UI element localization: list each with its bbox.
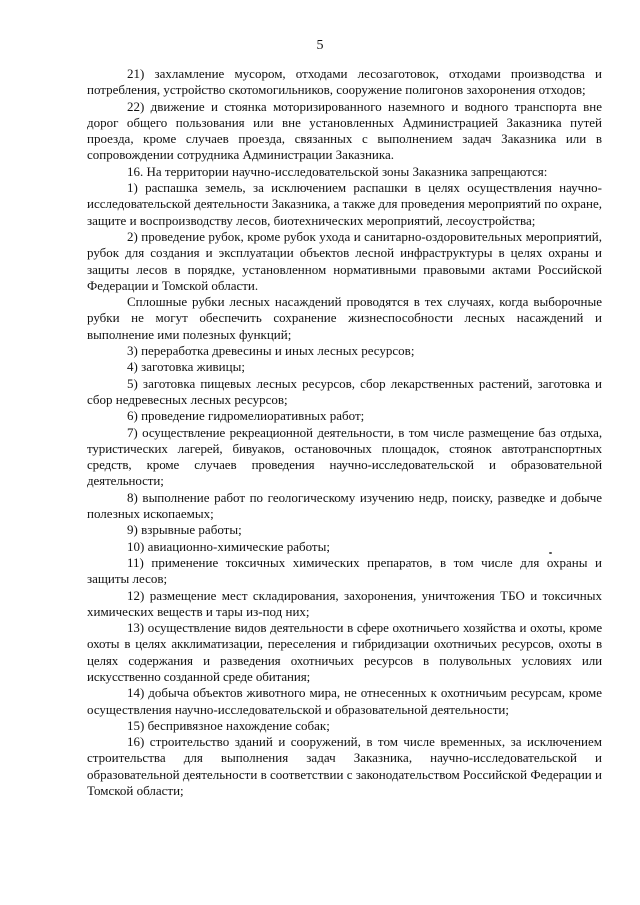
paragraph-item-8: 8) выполнение работ по геологическому изучению недр, поиску, разведке и добыче полезных ископаемых; [87, 489, 602, 522]
paragraph-item-16: 16) строительство зданий и сооружений, в том числе временных, за исключением строительства для выполнения задач Заказника, научно-исследовательской и образовательной деятельности в соответствии с законодательством Российской Федерации и Томской области; [87, 734, 602, 799]
paragraph-item-14: 14) добыча объектов животного мира, не отнесенных к охотничьим ресурсам, кроме осуществления научно-исследовательской и образовательной деятельности; [87, 685, 602, 717]
paragraph-item-13: 13) осуществление видов деятельности в сфере охотничьего хозяйства и охоты, кроме охоты в целях акклиматизации, переселения и гибридизации охотничьих ресурсов, охоты в целях содержания и разведения охотничьих ресурсов в полувольных условиях или искусственно созданной среде обитания; [87, 620, 602, 684]
scan-speck [549, 552, 552, 554]
paragraph-item-6: 6) проведение гидромелиоративных работ; [127, 408, 365, 424]
paragraph-item-4: 4) заготовка живицы; [127, 359, 245, 375]
paragraph-item-10: 10) авиационно-химические работы; [127, 538, 330, 554]
paragraph-item-15: 15) беспривязное нахождение собак; [127, 717, 330, 733]
paragraph-item-12: 12) размещение мест складирования, захоронения, уничтожения ТБО и токсичных химических веществ и тары из-под них; [87, 587, 602, 619]
paragraph-item-3: 3) переработка древесины и иных лесных ресурсов; [127, 343, 415, 359]
paragraph-item-9: 9) взрывные работы; [127, 522, 242, 538]
document-body [87, 66, 602, 799]
page-number: 5 [316, 38, 324, 53]
paragraph-item-21: 21) захламление мусором, отходами лесозаготовок, отходами производства и потребления, устройство скотомогильников, сооружение полигонов захоронения отходов; [87, 66, 602, 98]
paragraph-clearcut-note: Сплошные рубки лесных насаждений проводятся в тех случаях, когда выборочные рубки не могут обеспечить сохранение жизнеспособности лесных насаждений и выполнение ими полезных функций; [87, 294, 602, 342]
paragraph-item-2: 2) проведение рубок, кроме рубок ухода и санитарно-оздоровительных мероприятий, рубок для создания и эксплуатации объектов лесной инфраструктуры в целях охраны и защиты лесов в порядке, установленном нормативными правовыми актами Российской Федерации и Томской области. [87, 228, 602, 293]
section-16-heading: 16. На территории научно-исследовательской зоны Заказника запрещаются: [127, 163, 548, 179]
paragraph-item-7: 7) осуществление рекреационной деятельности, в том числе размещение баз отдыха, туристических лагерей, бивуаков, остановочных площадок, стоянок автотранспортных средств, кроме случаев проведения научно-исследовательской и образовательной деятельности; [87, 424, 602, 489]
paragraph-item-1: 1) распашка земель, за исключением распашки в целях осуществления научно-исследовательской деятельности Заказника, а также для проведения мероприятий по охране, защите и воспроизводству лесов, биотехнических мероприятий, лесоустройства; [87, 180, 602, 228]
paragraph-item-11: 11) применение токсичных химических препаратов, в том числе для охраны и защиты лесов; [87, 554, 602, 587]
paragraph-item-5: 5) заготовка пищевых лесных ресурсов, сбор лекарственных растений, заготовка и сбор недревесных лесных ресурсов; [87, 375, 602, 407]
paragraph-item-22: 22) движение и стоянка моторизированного наземного и водного транспорта вне дорог общего пользования или вне установленных Администрацией Заказника путей проезда, кроме случаев проезда, связанных с выполнением задач Заказника или в сопровождении сотрудника Администрации Заказника. [87, 98, 602, 163]
